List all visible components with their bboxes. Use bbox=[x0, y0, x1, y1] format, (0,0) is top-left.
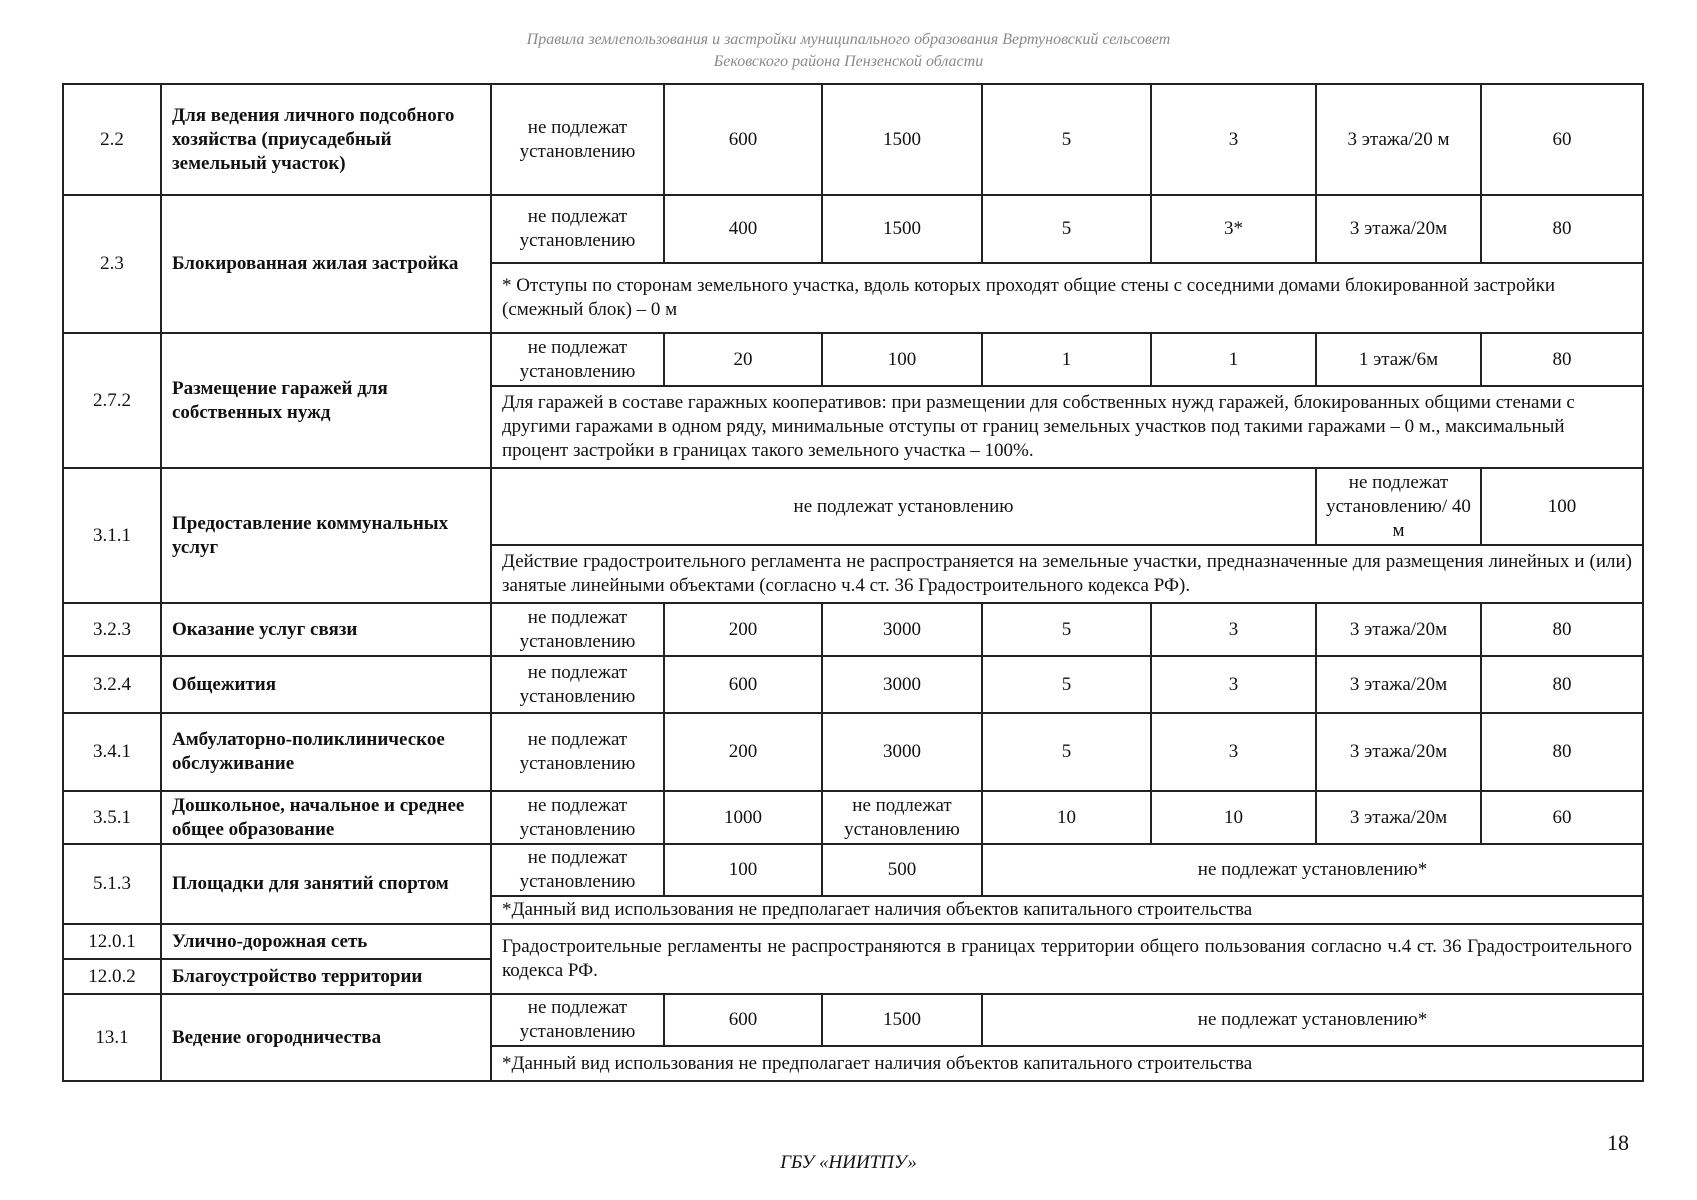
regulations-table bbox=[62, 83, 1644, 1082]
value-cell: 80 bbox=[1481, 656, 1643, 713]
value-cell: не подлежат установлению bbox=[491, 994, 664, 1046]
value-cell: 3000 bbox=[822, 603, 982, 656]
use-type-cell: Предоставление коммунальных услуг bbox=[161, 468, 491, 603]
value-cell: 3 этажа/20м bbox=[1316, 656, 1481, 713]
table-row bbox=[63, 195, 1643, 263]
code-cell: 3.4.1 bbox=[63, 713, 161, 791]
merged-value-cell: не подлежат установлению bbox=[491, 468, 1316, 545]
table-row bbox=[63, 791, 1643, 844]
value-cell: 500 bbox=[822, 844, 982, 896]
value-cell: 100 bbox=[664, 844, 822, 896]
note-cell: Действие градостроительного регламента не распространяется на земельные участки, предназначенные для размещения линейных и (или) занятые линейными объектами (согласно ч.4 ст. 36 Градостроительного кодекса РФ). bbox=[491, 545, 1643, 603]
value-cell: 3 bbox=[1151, 603, 1316, 656]
value-cell: 1500 bbox=[822, 994, 982, 1046]
shared-note-cell: Градостроительные регламенты не распространяются в границах территории общего пользования согласно ч.4 ст. 36 Градостроительного кодекса РФ. bbox=[491, 924, 1643, 994]
merged-value-cell: не подлежат установлению* bbox=[982, 844, 1643, 896]
merged-value-cell: не подлежат установлению* bbox=[982, 994, 1643, 1046]
value-cell: 3 bbox=[1151, 84, 1316, 195]
value-cell: 1500 bbox=[822, 195, 982, 263]
value-cell: 3000 bbox=[822, 656, 982, 713]
value-cell: 1 bbox=[982, 333, 1151, 386]
code-cell: 2.7.2 bbox=[63, 333, 161, 468]
use-type-cell: Улично-дорожная сеть bbox=[161, 924, 491, 959]
value-cell: 3 bbox=[1151, 656, 1316, 713]
use-type-cell: Блокированная жилая застройка bbox=[161, 195, 491, 333]
value-cell: 1000 bbox=[664, 791, 822, 844]
use-type-cell: Дошкольное, начальное и среднее общее образование bbox=[161, 791, 491, 844]
use-type-cell: Размещение гаражей для собственных нужд bbox=[161, 333, 491, 468]
page-footer: ГБУ «НИИТПУ» bbox=[780, 1152, 917, 1173]
code-cell: 3.2.3 bbox=[63, 603, 161, 656]
use-type-cell: Амбулаторно-поликлиническое обслуживание bbox=[161, 713, 491, 791]
value-cell: не подлежат установлению bbox=[491, 195, 664, 263]
value-cell: не подлежат установлению bbox=[491, 656, 664, 713]
table-row bbox=[63, 603, 1643, 656]
running-header-line-1: Правила землепользования и застройки муниципального образования Вертуновский сельсовет bbox=[526, 31, 1171, 48]
table-row bbox=[63, 924, 1643, 959]
use-type-cell: Общежития bbox=[161, 656, 491, 713]
value-cell: 600 bbox=[664, 84, 822, 195]
value-cell: не подлежат установлению/ 40 м bbox=[1316, 468, 1481, 545]
value-cell: 5 bbox=[982, 656, 1151, 713]
use-type-cell: Площадки для занятий спортом bbox=[161, 844, 491, 924]
use-type-cell: Ведение огородничества bbox=[161, 994, 491, 1081]
code-cell: 12.0.1 bbox=[63, 924, 161, 959]
value-cell: 400 bbox=[664, 195, 822, 263]
value-cell: 3 этажа/20м bbox=[1316, 195, 1481, 263]
code-cell: 13.1 bbox=[63, 994, 161, 1081]
value-cell: 3* bbox=[1151, 195, 1316, 263]
value-cell: не подлежат установлению bbox=[491, 84, 664, 195]
note-cell: Для гаражей в составе гаражных кооперативов: при размещении для собственных нужд гаражей, блокированных общими стенами с другими гаражами в одном ряду, минимальные отступы от границ земельных участков под такими гаражами – 0 м., максимальный процент застройки в границах такого земельного участка – 100%. bbox=[491, 386, 1643, 468]
value-cell: 600 bbox=[664, 656, 822, 713]
page-number: 18 bbox=[1607, 1130, 1629, 1155]
value-cell: 3000 bbox=[822, 713, 982, 791]
value-cell: не подлежат установлению bbox=[491, 844, 664, 896]
value-cell: 80 bbox=[1481, 195, 1643, 263]
table-row bbox=[63, 713, 1643, 791]
value-cell: не подлежат установлению bbox=[491, 333, 664, 386]
note-cell: * Отступы по сторонам земельного участка, вдоль которых проходят общие стены с соседними домами блокированной застройки (смежный блок) – 0 м bbox=[491, 263, 1643, 333]
value-cell: не подлежат установлению bbox=[491, 713, 664, 791]
code-cell: 3.2.4 bbox=[63, 656, 161, 713]
note-cell: *Данный вид использования не предполагает наличия объектов капитального строительства bbox=[491, 896, 1643, 924]
value-cell: 5 bbox=[982, 195, 1151, 263]
value-cell: не подлежат установлению bbox=[491, 791, 664, 844]
code-cell: 3.1.1 bbox=[63, 468, 161, 603]
code-cell: 3.5.1 bbox=[63, 791, 161, 844]
table-row bbox=[63, 468, 1643, 545]
table-row bbox=[63, 844, 1643, 896]
value-cell: 1 этаж/6м bbox=[1316, 333, 1481, 386]
use-type-cell: Для ведения личного подсобного хозяйства (приусадебный земельный участок) bbox=[161, 84, 491, 195]
value-cell: 1500 bbox=[822, 84, 982, 195]
code-cell: 2.2 bbox=[63, 84, 161, 195]
value-cell: не подлежат установлению bbox=[822, 791, 982, 844]
value-cell: 5 bbox=[982, 603, 1151, 656]
value-cell: 200 bbox=[664, 713, 822, 791]
code-cell: 12.0.2 bbox=[63, 959, 161, 994]
code-cell: 5.1.3 bbox=[63, 844, 161, 924]
table-row bbox=[63, 994, 1643, 1046]
running-header-line-2: Бековского района Пензенской области bbox=[713, 53, 984, 70]
note-cell: *Данный вид использования не предполагает наличия объектов капитального строительства bbox=[491, 1046, 1643, 1081]
value-cell: 60 bbox=[1481, 84, 1643, 195]
value-cell: 80 bbox=[1481, 603, 1643, 656]
value-cell: 3 этажа/20м bbox=[1316, 791, 1481, 844]
value-cell: 5 bbox=[982, 713, 1151, 791]
code-cell: 2.3 bbox=[63, 195, 161, 333]
value-cell: 3 этажа/20 м bbox=[1316, 84, 1481, 195]
table-row bbox=[63, 84, 1643, 195]
value-cell: 3 bbox=[1151, 713, 1316, 791]
value-cell: 80 bbox=[1481, 713, 1643, 791]
value-cell: 100 bbox=[822, 333, 982, 386]
value-cell: 600 bbox=[664, 994, 822, 1046]
value-cell: 3 этажа/20м bbox=[1316, 713, 1481, 791]
value-cell: 5 bbox=[982, 84, 1151, 195]
table-row bbox=[63, 656, 1643, 713]
value-cell: не подлежат установлению bbox=[491, 603, 664, 656]
table-row bbox=[63, 333, 1643, 386]
value-cell: 20 bbox=[664, 333, 822, 386]
use-type-cell: Благоустройство территории bbox=[161, 959, 491, 994]
value-cell: 1 bbox=[1151, 333, 1316, 386]
value-cell: 100 bbox=[1481, 468, 1643, 545]
value-cell: 3 этажа/20м bbox=[1316, 603, 1481, 656]
value-cell: 60 bbox=[1481, 791, 1643, 844]
value-cell: 80 bbox=[1481, 333, 1643, 386]
use-type-cell: Оказание услуг связи bbox=[161, 603, 491, 656]
value-cell: 200 bbox=[664, 603, 822, 656]
value-cell: 10 bbox=[982, 791, 1151, 844]
value-cell: 10 bbox=[1151, 791, 1316, 844]
